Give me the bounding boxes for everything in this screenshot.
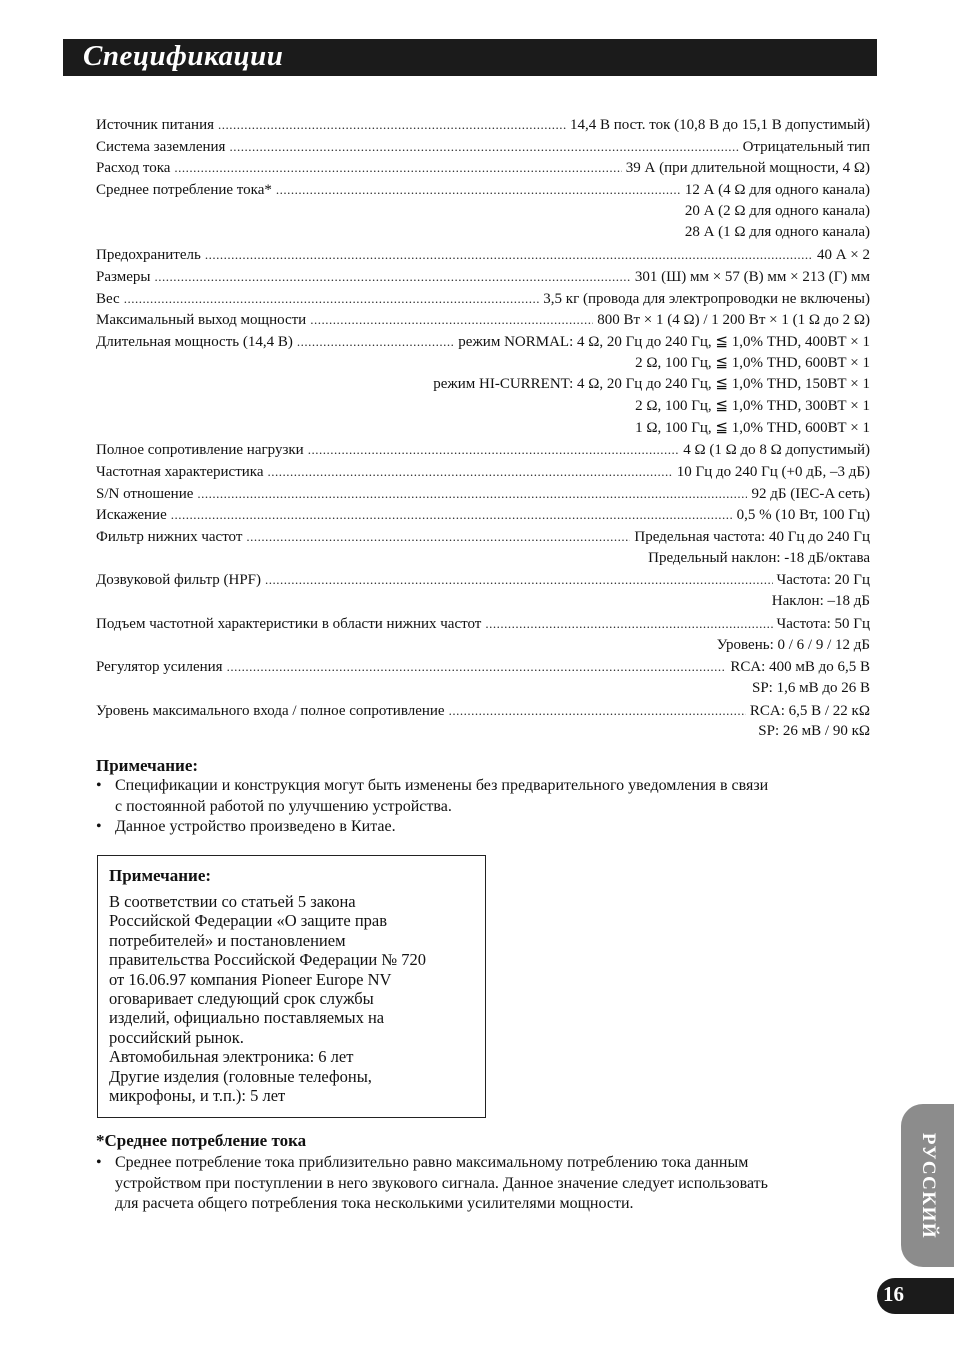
spec-value: Частота: 50 Гц <box>776 615 870 632</box>
spec-row <box>96 353 870 375</box>
spec-row <box>96 461 870 483</box>
spec-row <box>96 309 870 331</box>
spec-row <box>96 721 870 743</box>
dot-leader <box>485 613 772 635</box>
spec-label: Вес <box>96 290 120 307</box>
spec-label: Полное сопротивление нагрузки <box>96 442 304 459</box>
page-number-badge <box>877 1278 954 1314</box>
spec-label: Расход тока <box>96 160 171 177</box>
spec-row <box>96 157 870 179</box>
spec-label: Подъем частотной характеристики в области нижних частот <box>96 615 482 632</box>
spec-row <box>96 266 870 288</box>
box-line: В соответствии со статьей 5 закона <box>109 892 356 911</box>
box-line: оговаривает следующий срок службы <box>109 989 374 1009</box>
spec-value: 92 дБ (IEC-A сеть) <box>751 485 870 502</box>
spec-label: Максимальный выход мощности <box>96 312 307 329</box>
dot-leader <box>227 656 727 678</box>
box-line: микрофоны, и т.п.): 5 лет <box>109 1086 286 1106</box>
spec-value: Предельная частота: 40 Гц до 240 Гц <box>634 529 870 546</box>
spec-value: Отрицательный тип <box>742 138 870 155</box>
spec-row <box>96 635 870 657</box>
note-bullet <box>96 776 876 817</box>
spec-value: 2 Ω, 100 Гц, ≦ 1,0% THD, 600ВТ × 1 <box>635 354 870 371</box>
spec-row <box>96 656 870 678</box>
spec-value: 39 А (при длительной мощности, 4 Ω) <box>625 160 870 177</box>
spec-label: Фильтр нижних частот <box>96 529 243 546</box>
spec-row <box>96 288 870 310</box>
spec-row <box>96 483 870 505</box>
dot-leader <box>297 331 454 353</box>
language-tab <box>901 1104 954 1267</box>
dot-leader <box>229 136 738 158</box>
note-heading: Примечание: <box>96 756 199 775</box>
average-current-heading: *Среднее потребление тока <box>96 1131 307 1150</box>
dot-leader <box>171 504 733 526</box>
page-title: Спецификации <box>83 40 284 72</box>
language-tab-label: РУССКИЙ <box>917 1132 939 1239</box>
spec-value: Частота: 20 Гц <box>776 572 870 589</box>
dot-leader <box>268 461 673 483</box>
dot-leader <box>197 483 747 505</box>
dot-leader <box>174 157 621 179</box>
title-bar <box>63 39 877 76</box>
spec-label: Длительная мощность (14,4 В) <box>96 333 293 350</box>
dot-leader <box>310 309 593 331</box>
page-number: 16 <box>883 1282 904 1306</box>
spec-value: 12 А (4 Ω для одного канала) <box>684 182 870 199</box>
box-line: российский рынок. <box>109 1027 244 1047</box>
spec-value: 40 А × 2 <box>816 247 870 264</box>
dot-leader <box>124 288 540 310</box>
spec-value: Предельный наклон: -18 дБ/октава <box>648 549 870 566</box>
spec-row <box>96 114 870 136</box>
spec-row <box>96 244 870 266</box>
spec-label: Предохранитель <box>96 247 201 264</box>
specifications-list <box>96 114 870 743</box>
spec-value: Наклон: –18 дБ <box>771 593 870 610</box>
spec-value: 301 (Ш) мм × 57 (В) мм × 213 (Г) мм <box>634 268 870 285</box>
dot-leader <box>246 526 630 548</box>
box-body <box>109 892 426 1105</box>
dot-leader <box>205 244 813 266</box>
spec-label: Среднее потребление тока* <box>96 182 272 199</box>
spec-row <box>96 526 870 548</box>
spec-row <box>96 439 870 461</box>
note-bullets <box>96 776 876 838</box>
spec-row <box>96 569 870 591</box>
note-bullet-text: Спецификации и конструкция могут быть изменены без предварительного уведомления в связи <box>115 777 769 794</box>
dot-leader <box>154 266 630 288</box>
spec-row <box>96 700 870 722</box>
spec-value: 14,4 В пост. ток (10,8 В до 15,1 В допустимый) <box>569 117 870 133</box>
dot-leader <box>308 439 680 461</box>
spec-label: Размеры <box>96 268 151 285</box>
spec-label: Регулятор усиления <box>96 659 223 676</box>
spec-value: режим NORMAL: 4 Ω, 20 Гц до 240 Гц, ≦ 1,0% THD, 400ВТ × 1 <box>458 333 870 350</box>
spec-value: 0,5 % (10 Вт, 100 Гц) <box>736 507 870 524</box>
spec-label: Искажение <box>96 507 167 524</box>
spec-row <box>96 222 870 244</box>
consumer-law-note-box <box>97 855 486 1118</box>
box-line: изделий, официально поставляемых на <box>109 1008 385 1028</box>
spec-label: Дозвуковой фильтр (HPF) <box>96 572 262 589</box>
spec-row <box>96 179 870 201</box>
spec-row <box>96 591 870 613</box>
average-current-bullets <box>96 1153 886 1215</box>
box-line: правительства Российской Федерации № 720 <box>109 950 426 970</box>
note-bullet-text: Данное устройство произведено в Китае. <box>115 818 396 835</box>
spec-label: Уровень максимального входа / полное сопротивление <box>96 702 445 719</box>
spec-row <box>96 678 870 700</box>
spec-row <box>96 201 870 223</box>
spec-row <box>96 418 870 440</box>
spec-value: 3,5 кг (провода для электропроводки не включены) <box>543 290 870 307</box>
spec-row <box>96 136 870 158</box>
spec-value: режим HI-CURRENT: 4 Ω, 20 Гц до 240 Гц, ≦ 1,0% THD, 150ВТ × 1 <box>433 376 870 393</box>
spec-row <box>96 374 870 396</box>
box-line: потребителей» и постановлением <box>109 930 346 950</box>
spec-label: Источник питания <box>96 117 215 133</box>
spec-row <box>96 613 870 635</box>
box-line: от 16.06.97 компания Pioneer Europe NV <box>109 969 392 989</box>
average-current-bullet <box>96 1153 886 1215</box>
spec-row <box>96 331 870 353</box>
bullet-line: устройством при поступлении в него звукового сигнала. Данное значение следует использовать <box>115 1174 768 1192</box>
spec-row <box>96 548 870 570</box>
dot-leader <box>276 179 681 201</box>
spec-value: 20 А (2 Ω для одного канала) <box>684 202 870 219</box>
bullet-line: для расчета общего потребления тока несколькими усилителями мощности. <box>115 1195 634 1212</box>
spec-value: 800 Вт × 1 (4 Ω) / 1 200 Вт × 1 (1 Ω до 2 Ω) <box>597 312 870 329</box>
spec-value: 10 Гц до 240 Гц (+0 дБ, –3 дБ) <box>676 464 870 480</box>
spec-row <box>96 396 870 418</box>
spec-value: SP: 26 мВ / 90 кΩ <box>758 723 870 740</box>
spec-value: 28 А (1 Ω для одного канала) <box>684 224 870 241</box>
spec-label: S/N отношение <box>96 485 194 502</box>
box-line: Автомобильная электроника: 6 лет <box>109 1047 354 1067</box>
spec-value: SP: 1,6 мВ до 26 В <box>752 679 870 696</box>
dot-leader <box>218 114 566 136</box>
spec-label: Частотная характеристика <box>96 464 264 480</box>
box-line: Российской Федерации «О защите прав <box>109 911 388 931</box>
spec-value: RCA: 400 мВ до 6,5 В <box>730 659 870 676</box>
spec-row <box>96 504 870 526</box>
box-heading: Примечание: <box>109 866 212 885</box>
bullet-line: Среднее потребление тока приблизительно равно максимальному потреблению тока данным <box>115 1154 749 1171</box>
spec-value: 2 Ω, 100 Гц, ≦ 1,0% THD, 300ВТ × 1 <box>635 397 870 414</box>
note-bullet <box>96 817 876 838</box>
box-line: Другие изделия (головные телефоны, <box>109 1066 372 1086</box>
spec-value: RCA: 6,5 В / 22 кΩ <box>749 702 870 719</box>
spec-value: 1 Ω, 100 Гц, ≦ 1,0% THD, 600ВТ × 1 <box>635 419 870 436</box>
spec-label: Система заземления <box>96 138 226 155</box>
dot-leader <box>265 569 772 591</box>
dot-leader <box>449 700 746 722</box>
spec-value: Уровень: 0 / 6 / 9 / 12 дБ <box>716 636 870 653</box>
spec-value: 4 Ω (1 Ω до 8 Ω допустимый) <box>683 442 870 459</box>
note-bullet-text: с постоянной работой по улучшению устройства. <box>115 797 452 815</box>
